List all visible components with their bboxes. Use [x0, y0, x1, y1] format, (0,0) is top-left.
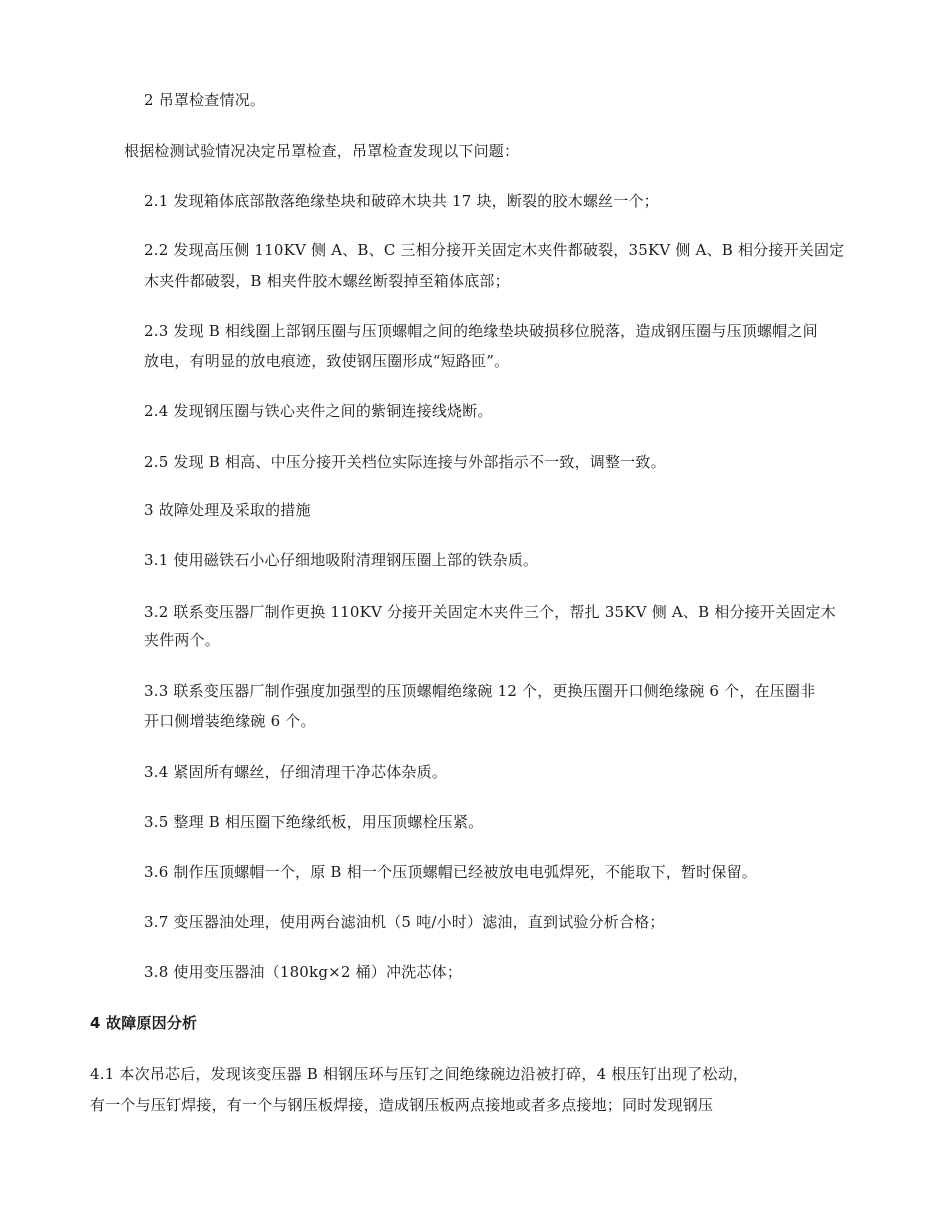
section-4-heading: 4 故障原因分析 [90, 1014, 198, 1032]
item-3-5: 3.5 整理 B 相压圈下绝缘纸板，用压顶螺栓压紧。 [144, 813, 484, 831]
item-3-7: 3.7 变压器油处理，使用两台滤油机（5 吨/小时）滤油，直到试验分析合格； [144, 913, 665, 931]
item-3-2-line-2: 夹件两个。 [144, 631, 221, 649]
item-3-1: 3.1 使用磁铁石小心仔细地吸附清理钢压圈上部的铁杂质。 [144, 551, 539, 569]
item-2-2-line-1: 2.2 发现高压侧 110KV 侧 A、B、C 三相分接开关固定木夹件都破裂，35KV 侧 A、B 相分接开关固定 [144, 241, 845, 259]
section-3-heading: 3 故障处理及采取的措施 [144, 501, 311, 519]
item-3-3-line-2: 开口侧增装绝缘碗 6 个。 [144, 712, 316, 730]
item-3-3-line-1: 3.3 联系变压器厂制作强度加强型的压顶螺帽绝缘碗 12 个，更换压圈开口侧绝缘碗 6 个，在压圈非 [144, 682, 816, 700]
item-4-1-line-2: 有一个与压钉焊接，有一个与钢压板焊接，造成钢压板两点接地或者多点接地；同时发现钢压 [90, 1096, 714, 1114]
item-3-4: 3.4 紧固所有螺丝，仔细清理干净芯体杂质。 [144, 763, 448, 781]
item-2-1: 2.1 发现箱体底部散落绝缘垫块和破碎木块共 17 块，断裂的胶木螺丝一个； [144, 192, 659, 210]
item-2-2-line-2: 木夹件都破裂，B 相夹件胶木螺丝断裂掉至箱体底部； [144, 272, 510, 290]
section-2-intro: 根据检测试验情况决定吊罩检查，吊罩检查发现以下问题： [124, 142, 520, 160]
item-2-5: 2.5 发现 B 相高、中压分接开关档位实际连接与外部指示不一致，调整一致。 [144, 453, 666, 471]
item-2-4: 2.4 发现钢压圈与铁心夹件之间的紫铜连接线烧断。 [144, 402, 493, 420]
item-4-1-line-1: 4.1 本次吊芯后，发现该变压器 B 相钢压环与压钉之间绝缘碗边沿被打碎，4 根压钉出现了松动， [90, 1065, 749, 1083]
item-3-8: 3.8 使用变压器油（180kg×2 桶）冲洗芯体； [144, 963, 463, 981]
item-3-2-line-1: 3.2 联系变压器厂制作更换 110KV 分接开关固定木夹件三个，帮扎 35KV 侧 A、B 相分接开关固定木 [144, 603, 836, 621]
section-2-heading: 2 吊罩检查情况。 [144, 91, 266, 109]
item-2-3-line-2: 放电，有明显的放电痕迹，致使钢压圈形成“短路匝”。 [144, 352, 510, 370]
item-3-6: 3.6 制作压顶螺帽一个，原 B 相一个压顶螺帽已经被放电电弧焊死，不能取下，暂时保留。 [144, 863, 757, 881]
item-2-3-line-1: 2.3 发现 B 相线圈上部钢压圈与压顶螺帽之间的绝缘垫块破损移位脱落，造成钢压圈与压顶螺帽之间 [144, 322, 818, 340]
